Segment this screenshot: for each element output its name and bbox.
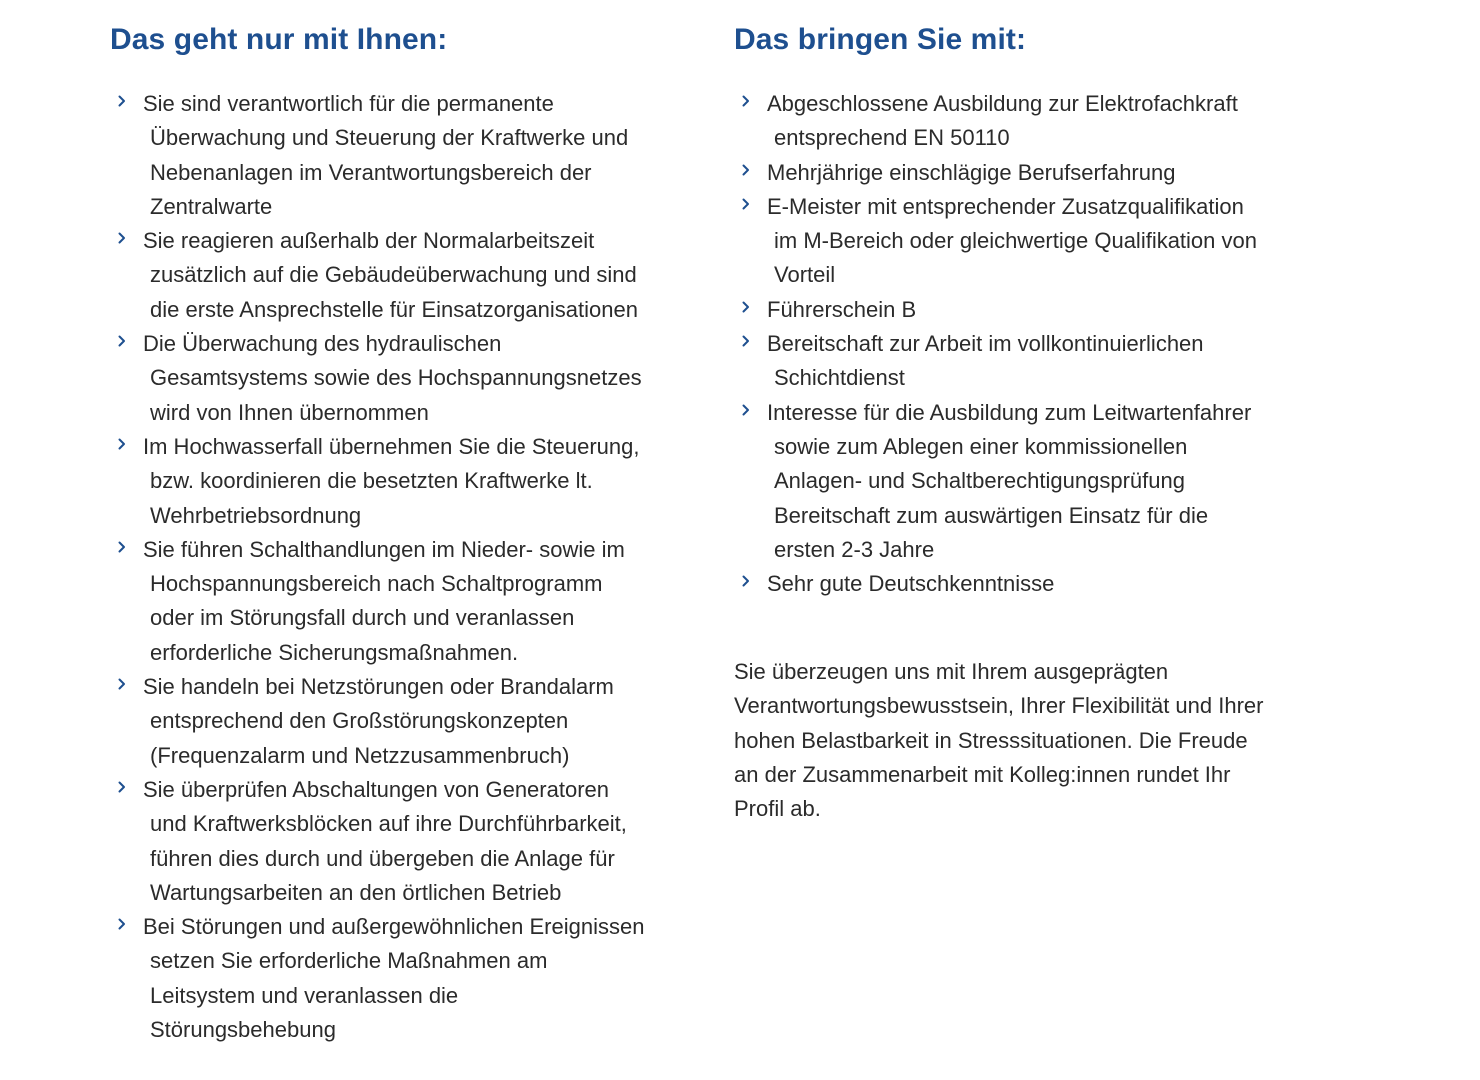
list-item — [734, 87, 1257, 156]
list-item — [110, 327, 644, 430]
list-item-line: und Kraftwerksblöcken auf ihre Durchführbarkeit, — [150, 811, 627, 837]
list-item-text — [143, 670, 644, 773]
list-item-line: Bereitschaft zum auswärtigen Einsatz für die — [774, 502, 1209, 528]
chevron-right-icon — [118, 327, 130, 357]
list-item-line: Anlagen- und Schaltberechtigungsprüfung — [774, 468, 1185, 494]
list-item-line: zusätzlich auf die Gebäudeüberwachung und sind — [150, 262, 637, 288]
tasks-heading: Das geht nur mit Ihnen: — [110, 23, 448, 56]
list-item-line: Hochspannungsbereich nach Schaltprogramm — [150, 571, 603, 597]
list-item-line: Sie sind verantwortlich für die permanente — [143, 91, 554, 116]
list-item-line: Störungsbehebung — [150, 1017, 336, 1043]
chevron-right-icon — [118, 670, 130, 700]
chevron-right-icon — [742, 190, 754, 220]
list-item-line: Im Hochwasserfall übernehmen Sie die Steuerung, — [143, 433, 640, 459]
chevron-right-icon — [118, 87, 130, 117]
list-item — [734, 190, 1257, 293]
list-item-line: Zentralwarte — [150, 193, 273, 219]
list-item — [734, 327, 1257, 396]
list-item-line: Abgeschlossene Ausbildung zur Elektrofachkraft — [767, 91, 1238, 116]
list-item-line: Vorteil — [774, 262, 836, 288]
list-item-text — [767, 327, 1257, 396]
list-item-line: Sehr gute Deutschkenntnisse — [767, 571, 1055, 597]
list-item — [734, 156, 1257, 190]
chevron-right-icon — [742, 156, 754, 186]
list-item-text — [143, 910, 644, 1047]
list-item — [110, 430, 644, 533]
closing-line: Verantwortungsbewusstsein, Ihrer Flexibilität und Ihrer — [734, 693, 1264, 719]
list-item-line: Gesamtsystems sowie des Hochspannungsnetzes — [150, 365, 642, 391]
list-item — [110, 670, 644, 773]
list-item-line: Wartungsarbeiten an den örtlichen Betrieb — [150, 879, 562, 905]
list-item-text — [143, 430, 644, 533]
list-item-text — [143, 773, 644, 910]
list-item-line: Sie führen Schalthandlungen im Nieder- sowie im — [143, 536, 625, 562]
closing-paragraph — [734, 655, 1334, 826]
list-item-text — [767, 567, 1257, 601]
list-item-text — [143, 224, 644, 327]
list-item-line: Sie reagieren außerhalb der Normalarbeitszeit — [143, 228, 595, 254]
list-item — [110, 224, 644, 327]
list-item-line: Bereitschaft zur Arbeit im vollkontinuierlichen — [767, 331, 1204, 357]
chevron-right-icon — [742, 567, 754, 597]
chevron-right-icon — [118, 910, 130, 940]
list-item-text — [767, 156, 1257, 190]
list-item-line: Die Überwachung des hydraulischen — [143, 331, 502, 357]
list-item-line: Bei Störungen und außergewöhnlichen Ereignissen — [143, 914, 645, 940]
list-item-text — [767, 293, 1257, 327]
list-item-line: oder im Störungsfall durch und veranlassen — [150, 605, 575, 631]
list-item-line: Nebenanlagen im Verantwortungsbereich der — [150, 159, 592, 185]
chevron-right-icon — [742, 327, 754, 357]
list-item-line: Interesse für die Ausbildung zum Leitwartenfahrer — [767, 399, 1252, 425]
chevron-right-icon — [742, 87, 754, 117]
list-item-line: E-Meister mit entsprechender Zusatzqualifikation — [767, 193, 1244, 219]
chevron-right-icon — [742, 396, 754, 426]
right-column — [734, 0, 1334, 822]
list-item-text — [143, 533, 644, 670]
closing-line: hohen Belastbarkeit in Stresssituationen. Die Freude — [734, 727, 1248, 753]
list-item — [734, 567, 1257, 601]
list-item-text — [767, 87, 1257, 156]
list-item-line: Sie handeln bei Netzstörungen oder Brandalarm — [143, 674, 614, 700]
list-item-line: Leitsystem und veranlassen die — [150, 982, 459, 1008]
list-item-line: führen dies durch und übergeben die Anlage für — [150, 845, 615, 871]
chevron-right-icon — [118, 430, 130, 460]
list-item — [110, 533, 644, 670]
chevron-right-icon — [742, 293, 754, 323]
closing-line: Sie überzeugen uns mit Ihrem ausgeprägten — [734, 659, 1169, 684]
list-item-line: bzw. koordinieren die besetzten Kraftwerke lt. — [150, 468, 593, 494]
closing-line: Profil ab. — [734, 796, 821, 822]
list-item-text — [767, 190, 1257, 293]
list-item-line: sowie zum Ablegen einer kommissionellen — [774, 433, 1188, 459]
requirements-list — [734, 87, 1257, 601]
list-item-line: entsprechend den Großstörungskonzepten — [150, 708, 569, 734]
closing-line: an der Zusammenarbeit mit Kolleg:innen rundet Ihr — [734, 761, 1231, 787]
list-item-line: Wehrbetriebsordnung — [150, 502, 362, 528]
list-item — [110, 87, 644, 224]
list-item-line: die erste Ansprechstelle für Einsatzorganisationen — [150, 296, 638, 322]
list-item-line: erforderliche Sicherungsmaßnahmen. — [150, 639, 519, 665]
list-item-line: Schichtdienst — [774, 365, 905, 391]
tasks-list — [110, 87, 644, 1047]
list-item-line: setzen Sie erforderliche Maßnahmen am — [150, 948, 548, 974]
list-item-line: (Frequenzalarm und Netzzusammenbruch) — [150, 742, 570, 768]
list-item — [110, 773, 644, 910]
list-item-line: ersten 2-3 Jahre — [774, 536, 935, 562]
list-item-line: Überwachung und Steuerung der Kraftwerke und — [150, 125, 629, 151]
list-item — [734, 293, 1257, 327]
list-item-text — [143, 87, 644, 224]
list-item-line: wird von Ihnen übernommen — [150, 399, 429, 425]
list-item-line: Führerschein B — [767, 296, 917, 322]
left-column — [110, 0, 710, 1043]
list-item — [734, 396, 1257, 567]
requirements-heading: Das bringen Sie mit: — [734, 23, 1027, 56]
list-item-text — [767, 396, 1257, 567]
list-item-line: im M-Bereich oder gleichwertige Qualifikation von — [774, 228, 1257, 254]
chevron-right-icon — [118, 533, 130, 563]
list-item-text — [143, 327, 644, 430]
list-item — [110, 910, 644, 1047]
list-item-line: Mehrjährige einschlägige Berufserfahrung — [767, 159, 1176, 185]
list-item-line: Sie überprüfen Abschaltungen von Generatoren — [143, 776, 609, 802]
list-item-line: entsprechend EN 50110 — [774, 125, 1010, 151]
chevron-right-icon — [118, 773, 130, 803]
chevron-right-icon — [118, 224, 130, 254]
